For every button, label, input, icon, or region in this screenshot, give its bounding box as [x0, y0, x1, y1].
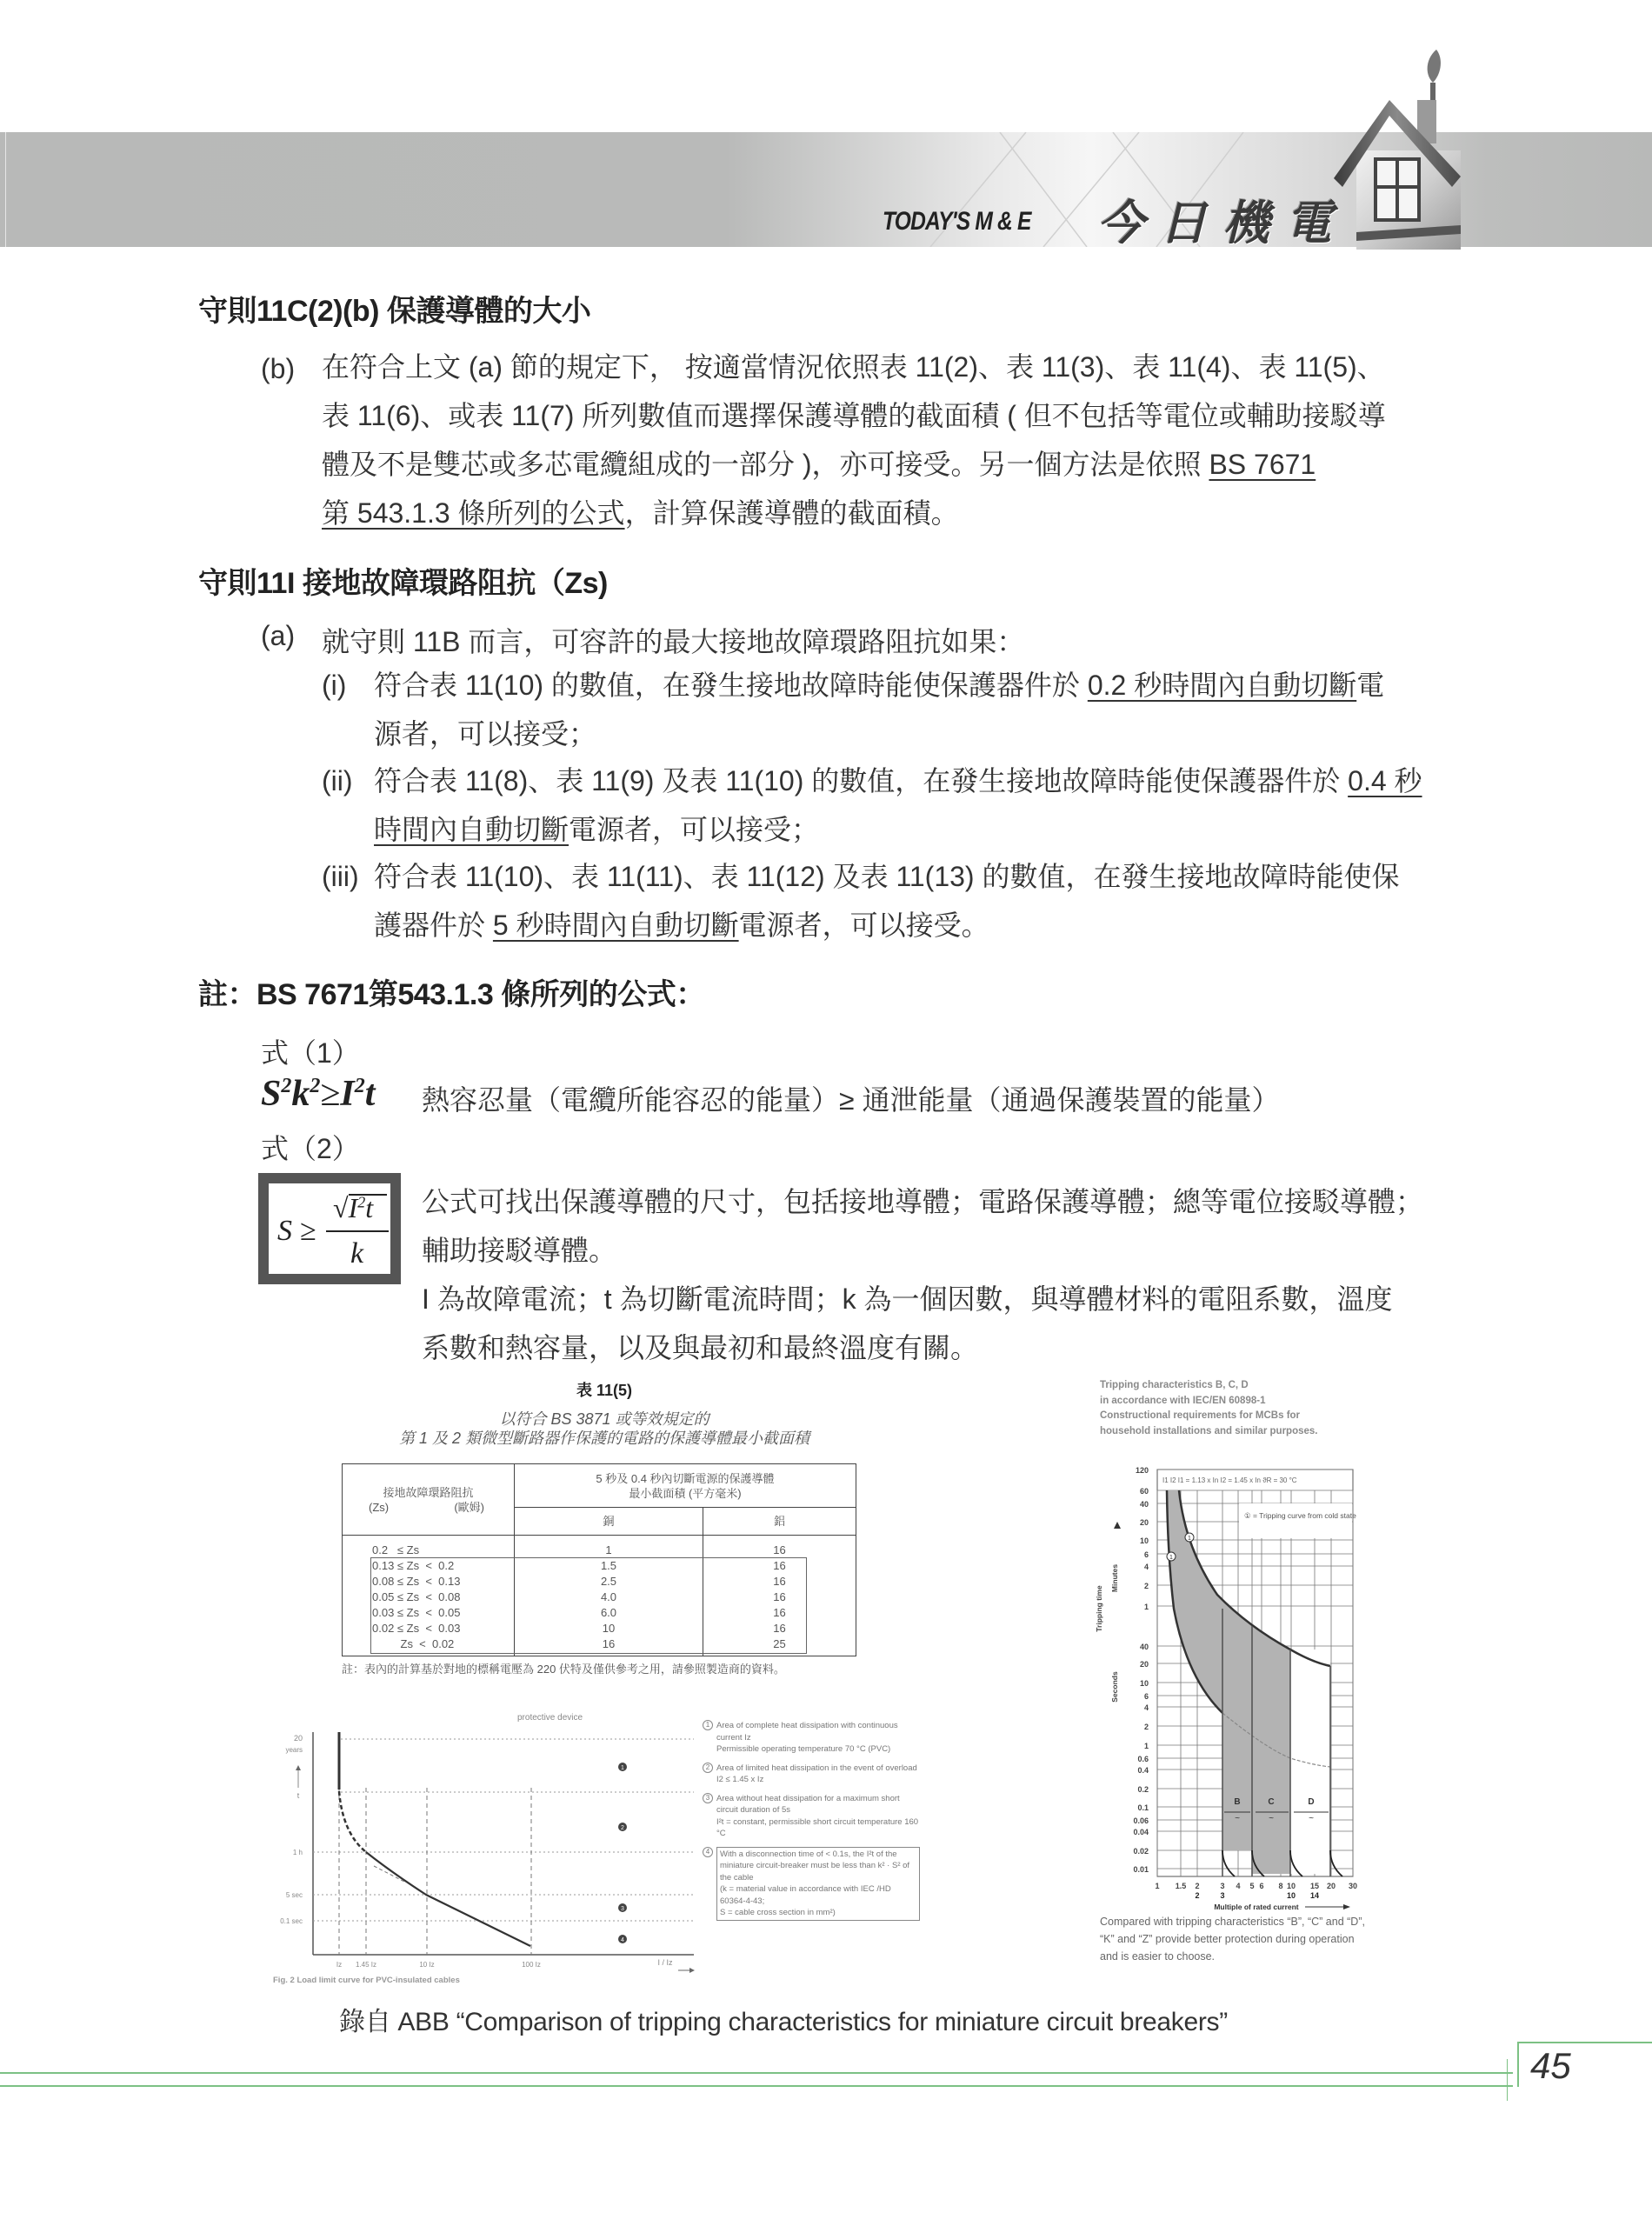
band-label: D: [1308, 1797, 1315, 1807]
leaf-icon: [1428, 50, 1441, 83]
footer-rule-2: [0, 2085, 1513, 2087]
y-tick-label-minutes: 120: [1135, 1466, 1149, 1475]
formula-2-box: [258, 1173, 401, 1284]
time-limit-0-2s: 0.2 秒時間內自動切斷: [1087, 670, 1357, 701]
y-tick-label-seconds: 10: [1139, 1679, 1149, 1688]
x-tick-label: 5: [1249, 1882, 1255, 1890]
aluminium-cell: 16: [773, 1575, 786, 1588]
cold-state-marker-label: 1: [1188, 1536, 1191, 1542]
y-tick-label-minutes: 60: [1139, 1487, 1149, 1496]
band-label: C: [1268, 1797, 1275, 1807]
x-tick-label: 1.45 Iz: [355, 1961, 377, 1969]
x-tick-label: 3: [1220, 1882, 1225, 1890]
copper-cell: 2.5: [600, 1575, 617, 1588]
x-tick-label: 10 Iz: [419, 1961, 435, 1969]
table-subtitle: 以符合 BS 3871 或等效規定的 第 1 及 2 類微型斷路器作保護的電路的保護導體最小截面積: [398, 1410, 810, 1447]
sub-item-iii-label: (iii): [322, 861, 359, 892]
sub-item-i-label: (i): [322, 670, 347, 701]
y-arrow-head: [1114, 1522, 1121, 1529]
y-tick-label: 1 h: [292, 1849, 303, 1856]
tripping-figure: [1091, 1452, 1439, 1913]
y-tick-label-seconds: 0.04: [1133, 1828, 1149, 1836]
highlight-box: [370, 1557, 807, 1654]
aluminium-cell: 16: [773, 1622, 786, 1635]
copper-cell: 6.0: [600, 1606, 617, 1619]
legend-item-4: 4 With a disconnection time of < 0.1s, the I²t of the miniature circuit-breaker must be less than k² · S² of the cable (k = material value in accordance with IEC /HD 60364-4-43; S = cable cross section in mm²): [703, 1847, 920, 1921]
section-11c-line-2: 表 11(6)、或表 11(7) 所列數值而選擇保護導體的截面積 ( 但不包括等電位或輔助接駁導: [322, 400, 1386, 431]
y-tick-label-minutes: 1: [1143, 1603, 1149, 1611]
y-tick-label-seconds: 0.1: [1137, 1803, 1149, 1812]
y-tick-label: t: [296, 1791, 300, 1800]
zs-cell: 0.02 ≤ Zs < 0.03: [372, 1622, 461, 1635]
x-arrow-head: [689, 1968, 695, 1973]
y-tick-label: 5 sec: [285, 1891, 303, 1899]
area-marker-label: 4: [621, 1937, 624, 1943]
load-limit-chart: [270, 1711, 704, 1989]
footer-rule-1: [0, 2072, 1513, 2074]
formula-1: $S^2k^2\ge I^2t$: [261, 1074, 376, 1114]
x-tick-label: 2: [1195, 1882, 1200, 1890]
zs-cell: Zs < 0.02: [372, 1637, 455, 1650]
band-tilde: ~: [1309, 1814, 1314, 1823]
legend-item-3: 3 Area without heat dissipation for a maximum short circuit duration of 5s I²t = constant, permissible short circuit temperature 160 °C: [703, 1793, 920, 1840]
footer-rule-3: [1517, 2042, 1652, 2043]
x-tick-label: 100 Iz: [522, 1961, 541, 1969]
table-footnote: 註：表內的計算基於對地的標稱電壓為 220 伏特及僅供參考之用，請參照製造商的資料。: [342, 1663, 785, 1676]
formula-2-label: 式（2）: [261, 1133, 360, 1164]
x-tick-label: 20: [1326, 1882, 1336, 1890]
aluminium-cell: 16: [773, 1559, 786, 1572]
y-tick-label-seconds: 0.6: [1137, 1755, 1149, 1763]
y-tick-label-minutes: 4: [1143, 1563, 1149, 1571]
tripping-chart: [1091, 1452, 1439, 1913]
legend-box: [1239, 1503, 1352, 1538]
x-axis-label: I / Iz: [657, 1958, 673, 1967]
y-tick-label: 20: [293, 1734, 303, 1743]
table-title: 表 11(5): [576, 1382, 633, 1399]
y-tick-label-minutes: 20: [1139, 1518, 1149, 1527]
sub-item-ii-label: (ii): [322, 765, 353, 796]
copper-cell: 16: [602, 1637, 616, 1650]
top-text: protective device: [517, 1713, 583, 1723]
load-limit-legend: [703, 1720, 920, 1928]
x-tick-label-bold: 14: [1309, 1891, 1320, 1900]
y-tick-label-minutes: 2: [1143, 1582, 1149, 1590]
formula-2: S ≥ √ $I^2t$ k: [277, 1192, 390, 1270]
zs-cell: 0.05 ≤ Zs < 0.08: [372, 1590, 461, 1603]
formula-1-description: 熱容忍量（電纜所能容忍的能量）≥ 通泄能量（通過保護裝置的能量）: [422, 1084, 1280, 1116]
legend-note: ① = Tripping curve from cold state: [1244, 1511, 1356, 1520]
section-11i-intro: 就守則 11B 而言，可容許的最大接地故障環路阻抗如果：: [322, 626, 1025, 657]
area-marker-label: 2: [621, 1825, 624, 1831]
brand-name-en: TODAY'S M & E: [883, 207, 1031, 236]
x-tick-label: 10: [1286, 1882, 1296, 1890]
tripping-footer: Compared with tripping characteristics “B”, “C” and “D”, “K” and “Z” provide better protection during operation and is easier to choose.: [1100, 1916, 1365, 1963]
x-tick-label-bold: 10: [1286, 1891, 1296, 1900]
y-tick-label-seconds: 0.02: [1133, 1847, 1149, 1856]
figure-caption: Fig. 2 Load limit curve for PVC-insulated cables: [273, 1976, 460, 1985]
section-11i-item-label: (a): [261, 620, 296, 651]
band-label: B: [1234, 1797, 1241, 1807]
clause-543-reference: 第 543.1.3 條所列的公式: [322, 497, 625, 529]
load-limit-figure: [270, 1711, 704, 1989]
x-tick-label: 6: [1259, 1882, 1264, 1890]
y-tick-label-minutes: 40: [1139, 1500, 1149, 1509]
y-tick-label-seconds: 0.01: [1133, 1865, 1149, 1874]
copper-cell: 4.0: [600, 1590, 617, 1603]
x-tick-label-bold: 3: [1220, 1891, 1225, 1900]
section-11c-line-1: 在符合上文 (a) 節的規定下， 按適當情況依照表 11(2)、表 11(3)、表 11(4)、表 11(5)、: [322, 351, 1385, 383]
sub-item-iii: 符合表 11(10)、表 11(11)、表 11(12) 及表 11(13) 的數值，在發生接地故障時能使保 護器件於 5 秒時間內自動切斷電源者，可以接受。: [374, 861, 1400, 941]
col-header-zs: 接地故障環路阻抗 (Zs) (歐姆): [343, 1464, 515, 1536]
area-marker-label: 3: [621, 1906, 624, 1912]
y-tick-label-minutes: 6: [1143, 1550, 1149, 1559]
y-label-minutes: Minutes: [1110, 1563, 1119, 1593]
x-tick-label: 4: [1236, 1882, 1241, 1890]
y-tick-label: years: [285, 1746, 303, 1754]
y-tick-label-minutes: 10: [1139, 1536, 1149, 1545]
section-11c-item-label: (b): [261, 353, 296, 384]
time-limit-0-4s: 0.4 秒: [1348, 765, 1422, 796]
x-tick-label-bold: 2: [1195, 1891, 1200, 1900]
aluminium-cell: 16: [773, 1606, 786, 1619]
band-tilde: ~: [1269, 1814, 1274, 1823]
y-tick-label-seconds: 20: [1139, 1660, 1149, 1669]
copper-cell: 1: [605, 1543, 612, 1556]
formula-2-description: 公式可找出保護導體的尺寸，包括接地導體；電路保護導體；總等電位接駁導體； 輔助接駁導體。 I 為故障電流；t 為切斷電流時間；k 為一個因數，與導體材料的電阻系數，溫度 系數和熱容量，以及與最初和最終溫度有關。: [422, 1186, 1424, 1363]
tripping-header: Tripping characteristics B, C, D in accordance with IEC/EN 60898-1 Constructional requirements for MCBs for household installations and similar purposes.: [1100, 1380, 1318, 1436]
x-tick-label: 1.5: [1175, 1882, 1187, 1890]
formula-1-label: 式（1）: [261, 1037, 360, 1069]
y-label-main: Tripping time: [1095, 1585, 1103, 1632]
zs-cell: 0.03 ≤ Zs < 0.05: [372, 1606, 461, 1619]
x-tick-label: 30: [1348, 1882, 1358, 1890]
footer-rule-vertical-1: [1517, 2042, 1519, 2087]
section-11i-heading: 守則11I 接地故障環路阻抗（Zs): [198, 567, 608, 600]
legend-item-2: 2 Area of limited heat dissipation in the event of overload I2 ≤ 1.45 x Iz: [703, 1763, 920, 1786]
section-11c-heading: 守則11C(2)(b) 保護導體的大小: [198, 295, 591, 328]
zs-cell: 0.2 ≤ Zs: [372, 1543, 420, 1556]
y-tick-label-seconds: 40: [1139, 1643, 1149, 1651]
y-tick-label-seconds: 1: [1143, 1742, 1149, 1750]
legend-item-1: 1 Area of complete heat dissipation with continuous current Iz Permissible operating temperature 70 °C (PVC): [703, 1720, 920, 1756]
col-header-aluminium: 鋁: [703, 1508, 856, 1536]
x-tick-label: 8: [1278, 1882, 1283, 1890]
y-arrow-head: [296, 1765, 301, 1770]
x-tick-label: 15: [1309, 1882, 1320, 1890]
y-tick-label: 0.1 sec: [280, 1917, 303, 1925]
footer-rule-vertical-2: [1507, 2059, 1508, 2101]
section-11c-line-3: 體及不是雙芯或多芯電纜組成的一部分 )，亦可接受。另一個方法是依照 BS 7671: [322, 449, 1316, 480]
sub-item-ii: 符合表 11(8)、表 11(9) 及表 11(10) 的數值，在發生接地故障時能使保護器件於 0.4 秒 時間內自動切斷電源者，可以接受；: [374, 765, 1422, 845]
copper-cell: 10: [602, 1622, 616, 1635]
banner-edge-line: [5, 132, 6, 247]
y-tick-label-seconds: 4: [1143, 1703, 1149, 1712]
x-axis-label: Multiple of rated current: [1214, 1903, 1299, 1911]
aluminium-cell: 16: [773, 1590, 786, 1603]
y-tick-label-seconds: 2: [1143, 1723, 1149, 1731]
zs-cell: 0.08 ≤ Zs < 0.13: [372, 1575, 461, 1588]
curve-short-circuit: [366, 1852, 530, 1946]
sub-item-i: 符合表 11(10) 的數值，在發生接地故障時能使保護器件於 0.2 秒時間內自動切斷電 源者，可以接受；: [374, 670, 1385, 750]
table-11-5-figure: [335, 1378, 856, 1676]
time-limit-5s: 5 秒時間內自動切斷: [492, 910, 739, 941]
bs7671-reference: BS 7671: [1209, 449, 1316, 480]
page-number: 45: [1530, 2045, 1571, 2086]
x-tick-label: Iz: [336, 1961, 343, 1969]
brand-name-zh: 今日機電: [1097, 197, 1348, 250]
col-header-group: 5 秒及 0.4 秒內切斷電源的保護導體 最小截面積 (平方毫米): [515, 1464, 856, 1508]
y-label-seconds: Seconds: [1110, 1671, 1119, 1703]
copper-cell: 1.5: [600, 1559, 617, 1572]
figure-source-caption: 錄自 ABB “Comparison of tripping characteristics for miniature circuit breakers”: [339, 2008, 1228, 2036]
section-11c-body: [322, 343, 1478, 537]
x-tick-label: 1: [1155, 1882, 1160, 1890]
x-arrow-head: [1343, 1904, 1350, 1909]
section-11c-line-4: 第 543.1.3 條所列的公式，計算保護導體的截面積。: [322, 497, 959, 529]
curve-overload: [339, 1791, 366, 1852]
cold-state-marker-label: 1: [1169, 1555, 1173, 1561]
zs-cell: 0.13 ≤ Zs < 0.2: [372, 1559, 455, 1572]
house-icon: [1330, 48, 1487, 250]
area-marker-label: 1: [621, 1765, 624, 1771]
conditions-text: I1 I2 I1 = 1.13 x In I2 = 1.45 x In ϑR = 30 °C: [1162, 1476, 1297, 1484]
aluminium-cell: 25: [773, 1637, 786, 1650]
aluminium-cell: 16: [773, 1543, 786, 1556]
note-heading: 註：BS 7671第543.1.3 條所列的公式：: [198, 978, 705, 1011]
y-tick-label-seconds: 0.4: [1137, 1766, 1149, 1775]
band-d-blank: [1290, 1650, 1330, 1874]
y-tick-label-seconds: 0.2: [1137, 1785, 1149, 1794]
y-tick-label-seconds: 6: [1143, 1692, 1149, 1701]
y-tick-label-seconds: 0.06: [1133, 1816, 1149, 1825]
band-tilde: ~: [1235, 1814, 1240, 1823]
col-header-copper: 銅: [515, 1508, 703, 1536]
